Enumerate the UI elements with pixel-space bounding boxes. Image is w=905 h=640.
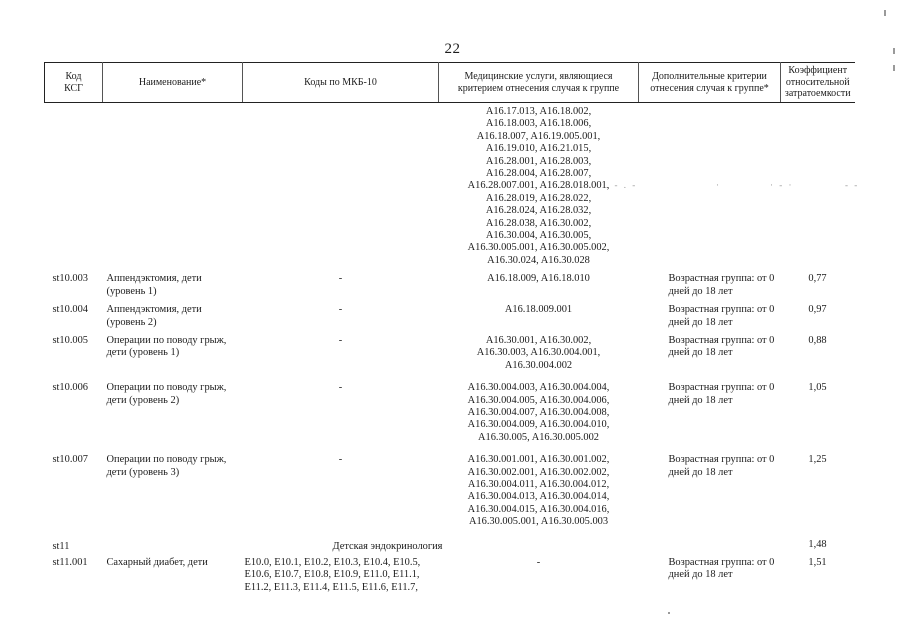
- cell-coef: 1,25: [808, 454, 827, 466]
- cell-coef: 0,77: [808, 273, 827, 285]
- scan-artifact: - -: [845, 180, 860, 190]
- cell-criteria: Возрастная группа: от 0 дней до 18 лет: [668, 557, 775, 581]
- service-code-line: A16.18.003, A16.18.006,: [485, 118, 592, 130]
- scan-artifact: · - ·: [770, 180, 794, 190]
- section-coef: 1,48: [808, 538, 827, 550]
- cell-name: Сахарный диабет, дети: [106, 557, 208, 568]
- cell-services: [439, 298, 639, 329]
- cell-criteria: Возрастная группа: от 0 дней до 18 лет: [668, 304, 775, 328]
- table-row: [45, 267, 855, 298]
- cell-mkb: -: [338, 454, 343, 466]
- scan-artifact: . - . -: [606, 180, 638, 190]
- table-row: [45, 444, 855, 528]
- table-row: [45, 553, 855, 594]
- cell-criteria: Возрастная группа: от 0 дней до 18 лет: [668, 334, 775, 359]
- cell-services: [439, 372, 639, 444]
- cell-coef: 1,05: [808, 382, 827, 394]
- cell-criteria: [639, 103, 781, 268]
- header-criteria: Дополнительные критерии отнесения случая к группе*: [639, 63, 781, 103]
- header-coef: Коэффициент относительной затратоемкости: [781, 63, 855, 103]
- cell-code: st10.007: [52, 454, 89, 466]
- table-row: [45, 372, 855, 444]
- cell-name: Операции по поводу грыж, дети (уровень 3): [106, 454, 227, 478]
- cell-name: Аппендэктомия, дети (уровень 1): [106, 273, 202, 297]
- mkb-code-line: E11.2, E11.3, E11.4, E11.5, E11.6, E11.7,: [244, 581, 418, 593]
- cell-name: [103, 103, 243, 268]
- service-code-line: A16.30.002.001, A16.30.002.002,: [467, 466, 610, 478]
- mkb-code-line: E10.6, E10.7, E10.8, E10.9, E11.0, E11.1,: [244, 569, 420, 581]
- cell-mkb: -: [338, 334, 343, 346]
- service-code-line: A16.30.003, A16.30.004.001,: [476, 347, 601, 359]
- page-number: 22: [444, 41, 461, 57]
- cell-mkb: [243, 553, 439, 594]
- service-code-line: A16.30.004.002: [504, 359, 573, 371]
- service-code-line: A16.17.013, A16.18.002,: [485, 106, 592, 117]
- service-code-line: A16.30.001.001, A16.30.001.002,: [467, 454, 610, 466]
- service-code-line: A16.19.010, A16.21.015,: [485, 143, 592, 155]
- cell-mkb: [243, 103, 439, 268]
- service-code-line: A16.30.004.007, A16.30.004.008,: [467, 406, 610, 418]
- cell-criteria: Возрастная группа: от 0 дней до 18 лет: [668, 273, 775, 297]
- cell-criteria: Возрастная группа: от 0 дней до 18 лет: [668, 382, 775, 406]
- cell-name: Аппендэктомия, дети (уровень 2): [106, 304, 202, 328]
- cell-name: Операции по поводу грыж, дети (уровень 2): [106, 382, 227, 406]
- service-code-line: A16.30.005.001, A16.30.005.003: [468, 516, 609, 528]
- cell-services: -: [536, 557, 541, 568]
- cell-code: [45, 103, 103, 268]
- scan-artifact: [668, 612, 670, 614]
- service-code-line: A16.30.005.001, A16.30.005.002,: [467, 242, 610, 254]
- cell-services: [439, 444, 639, 528]
- service-code-line: A16.30.004.013, A16.30.004.014,: [467, 491, 610, 503]
- cell-services: [439, 267, 639, 298]
- cell-coef: 0,97: [808, 304, 827, 316]
- cell-code: st10.003: [52, 273, 89, 285]
- ksg-table: [44, 62, 855, 594]
- service-code-line: A16.30.024, A16.30.028: [487, 254, 590, 266]
- service-code-line: A16.30.004.003, A16.30.004.004,: [467, 382, 610, 394]
- header-code: Код КСГ: [45, 63, 103, 103]
- header-mkb: Коды по МКБ-10: [243, 63, 439, 103]
- table-row: [45, 298, 855, 329]
- service-code-line: A16.30.001, A16.30.002,: [485, 334, 592, 346]
- service-code-line: A16.30.004, A16.30.005,: [485, 230, 592, 242]
- cell-code: st10.005: [52, 334, 89, 346]
- service-code-line: A16.30.004.009, A16.30.004.010,: [467, 419, 610, 431]
- header-name: Наименование*: [103, 63, 243, 103]
- header-services: Медицинские услуги, являющиеся критерием отнесения случая к группе: [439, 63, 639, 103]
- service-code-line: A16.30.004.015, A16.30.004.016,: [467, 503, 610, 515]
- service-code-line: A16.28.019, A16.28.022,: [485, 192, 592, 204]
- service-code-line: A16.30.004.005, A16.30.004.006,: [467, 394, 610, 406]
- service-code-line: A16.30.004.011, A16.30.004.012,: [467, 478, 610, 490]
- scan-artifact: [893, 65, 895, 71]
- table-header-row: [45, 63, 855, 103]
- section-row: [45, 529, 855, 553]
- table-row: [45, 329, 855, 372]
- service-code-line: A16.28.024, A16.28.032,: [485, 205, 592, 217]
- service-code-line: A16.28.038, A16.30.002,: [485, 217, 592, 229]
- cell-mkb: -: [338, 273, 343, 285]
- cell-mkb: -: [338, 304, 343, 316]
- service-code-line: A16.18.009.001: [504, 304, 573, 316]
- service-code-line: A16.18.007, A16.19.005.001,: [476, 130, 601, 142]
- cell-code: st10.006: [52, 382, 89, 394]
- cell-services: [439, 329, 639, 372]
- scan-artifact: ·: [716, 180, 721, 190]
- service-code-line: A16.18.009, A16.18.010: [487, 273, 590, 285]
- cell-mkb: -: [338, 382, 343, 394]
- service-code-line: A16.28.001, A16.28.003,: [485, 155, 592, 167]
- cell-criteria: Возрастная группа: от 0 дней до 18 лет: [668, 454, 775, 478]
- scan-artifact: [884, 10, 886, 16]
- service-code-line: A16.30.005, A16.30.005.002: [478, 431, 599, 443]
- cell-coef: 1,51: [808, 557, 827, 568]
- section-title: Детская эндокринология: [332, 540, 443, 552]
- service-code-line: A16.28.004, A16.28.007,: [485, 168, 592, 180]
- section-code: st11: [52, 540, 70, 552]
- cell-code: st11.001: [52, 557, 88, 568]
- table-row-continuation: [45, 103, 855, 268]
- service-code-line: A16.28.007.001, A16.28.018.001,: [467, 180, 610, 192]
- cell-coef: 0,88: [808, 334, 827, 346]
- scan-artifact: [893, 48, 895, 54]
- cell-code: st10.004: [52, 304, 89, 316]
- cell-name: Операции по поводу грыж, дети (уровень 1): [106, 334, 227, 359]
- mkb-code-line: E10.0, E10.1, E10.2, E10.3, E10.4, E10.5,: [244, 557, 421, 568]
